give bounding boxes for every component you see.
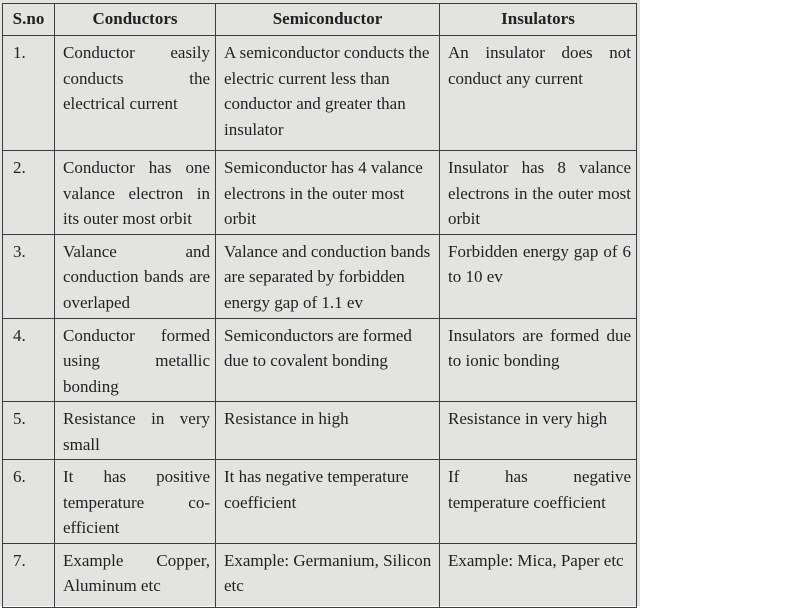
cell-insulator: Insulator has 8 valance electrons in the outer most orbit [440, 151, 637, 235]
cell-sno: 6. [3, 460, 55, 544]
cell-semiconductor: It has negative temperature coefficient [216, 460, 440, 544]
cell-conductor: Example Copper, Aluminum etc [55, 543, 216, 607]
cell-sno: 1. [3, 36, 55, 151]
cell-semiconductor: Resistance in high [216, 402, 440, 460]
cell-sno: 4. [3, 318, 55, 402]
header-conductors: Conductors [55, 4, 216, 36]
cell-semiconductor: A semiconductor conducts the electric current less than conductor and greater than insulator [216, 36, 440, 151]
cell-semiconductor: Semiconductor has 4 valance electrons in the outer most orbit [216, 151, 440, 235]
cell-insulator: If has negative temperature coefficient [440, 460, 637, 544]
header-semiconductor: Semiconductor [216, 4, 440, 36]
table-row [3, 318, 637, 402]
comparison-table [2, 3, 637, 608]
cell-insulator: Insulators are formed due to ionic bonding [440, 318, 637, 402]
cell-insulator: Forbidden energy gap of 6 to 10 ev [440, 234, 637, 318]
header-insulators: Insulators [440, 4, 637, 36]
cell-insulator: Example: Mica, Paper etc [440, 543, 637, 607]
table-row [3, 460, 637, 544]
cell-sno: 5. [3, 402, 55, 460]
cell-sno: 3. [3, 234, 55, 318]
table-row [3, 234, 637, 318]
table-row [3, 36, 637, 151]
table-row [3, 402, 637, 460]
cell-conductor: Conductor formed using metallic bonding [55, 318, 216, 402]
cell-conductor: It has positive temperature co-efficient [55, 460, 216, 544]
cell-insulator: An insulator does not conduct any current [440, 36, 637, 151]
cell-semiconductor: Semiconductors are formed due to covalent bonding [216, 318, 440, 402]
cell-conductor: Resistance in very small [55, 402, 216, 460]
cell-conductor: Conductor has one valance electron in its outer most orbit [55, 151, 216, 235]
table-row [3, 543, 637, 607]
cell-semiconductor: Valance and conduction bands are separated by forbidden energy gap of 1.1 ev [216, 234, 440, 318]
cell-conductor: Conductor easily conducts the electrical current [55, 36, 216, 151]
cell-insulator: Resistance in very high [440, 402, 637, 460]
cell-sno: 7. [3, 543, 55, 607]
header-sno: S.no [3, 4, 55, 36]
cell-conductor: Valance and conduction bands are overlaped [55, 234, 216, 318]
cell-sno: 2. [3, 151, 55, 235]
cell-semiconductor: Example: Germanium, Silicon etc [216, 543, 440, 607]
table-row [3, 151, 637, 235]
header-row [3, 4, 637, 36]
